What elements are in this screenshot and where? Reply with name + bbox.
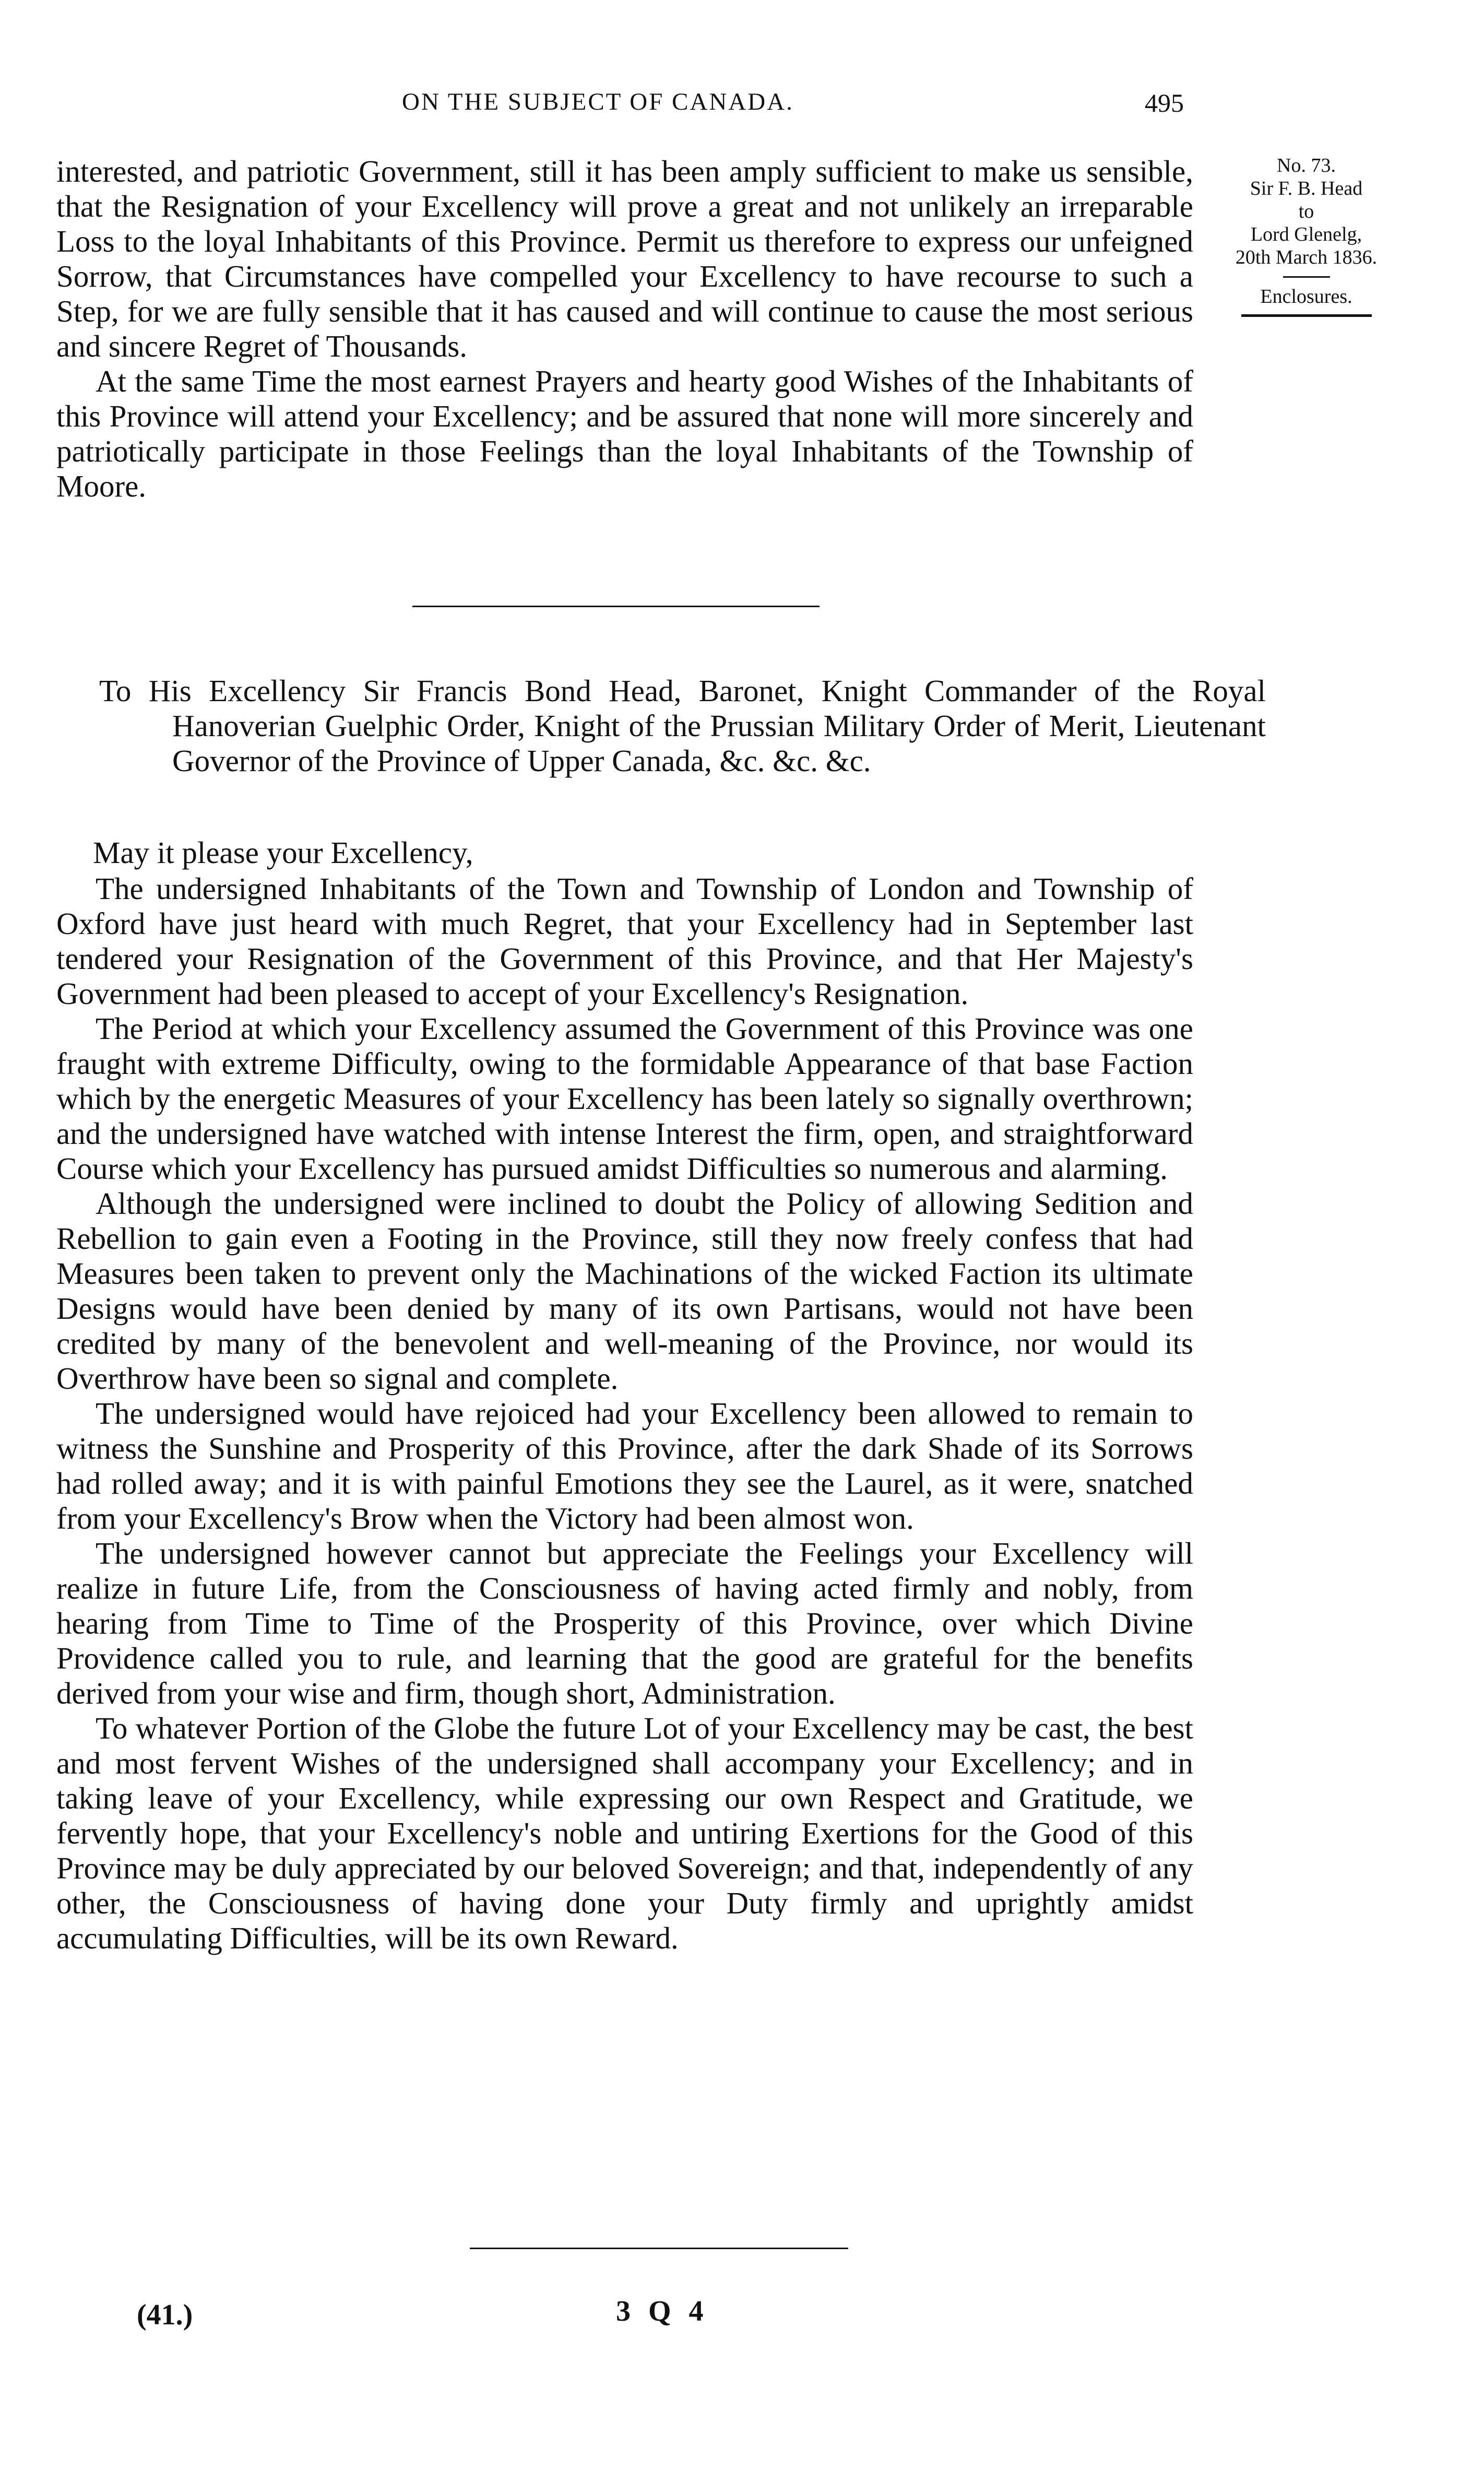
margin-note-date: 20th March 1836. (1235, 246, 1378, 268)
letter-paragraph: Although the undersigned were inclined to doubt the Policy of allowing Sedition and Rebellion to gain even a Footing in the Province, still they now freely confess that had Measures been taken to prevent only the Machinations of the wicked Faction its ultimate Designs would have been denied by many of its own Partisans, would not have been credited by many of the benevolent and well-meaning of the Province, nor would its Overthrow have been so signal and complete. (56, 1186, 1193, 1396)
page-header (0, 88, 1484, 124)
continued-letter (56, 154, 1193, 504)
footer-printer-mark: 3 Q 4 (616, 2295, 709, 2327)
margin-note-rule (1241, 314, 1372, 317)
margin-note-to: to (1298, 200, 1314, 222)
letter-salutation: May it please your Excellency, (93, 835, 473, 870)
end-divider (470, 2248, 848, 2249)
letter-address: To His Excellency Sir Francis Bond Head, Baronet, Knight Commander of the Royal Hanoverian Guelphic Order, Knight of the Prussian Military Order of Merit, Lieutenant Governor of the Province of Upper Canada, &c. &c. &c. (99, 673, 1266, 778)
letter-paragraph: The undersigned however cannot but appreciate the Feelings your Excellency will realize in future Life, from the Consciousness of having acted firmly and nobly, from hearing from Time to Time of the Prosperity of this Province, over which Divine Providence called you to rule, and learning that the good are grateful for the benefits derived from your wise and firm, though short, Administration. (56, 1536, 1193, 1710)
address-letter (56, 835, 1193, 1956)
running-title: ON THE SUBJECT OF CANADA. (402, 88, 794, 115)
letter-paragraph: The undersigned would have rejoiced had your Excellency been allowed to remain to witness the Sunshine and Prosperity of this Province, after the dark Shade of its Sorrows had rolled away; and it is with painful Emotions they see the Laurel, as it were, snatched from your Excellency's Brow when the Victory had been almost won. (56, 1396, 1193, 1535)
margin-note-dash (1283, 276, 1330, 278)
section-divider (412, 606, 820, 607)
paragraph-continued: interested, and patriotic Government, still it has been amply sufficient to make us sensible, that the Resignation of your Excellency will prove a great and not unlikely an irreparable Loss to the loyal Inhabitants of this Province. Permit us therefore to express our unfeigned Sorrow, that Circumstances have compelled your Excellency to have recourse to such a Step, for we are fully sensible that it has caused and will continue to cause the most serious and sincere Regret of Thousands. (56, 154, 1193, 363)
margin-note-sender: Sir F. B. Head (1250, 178, 1363, 199)
margin-note-recipient: Lord Glenelg, (1250, 223, 1362, 245)
margin-note (1216, 154, 1396, 317)
page-number: 495 (1145, 88, 1184, 117)
letter-paragraph: The Period at which your Excellency assumed the Government of this Province was one fraught with extreme Difficulty, owing to the formidable Appearance of that base Faction which by the energetic Measures of your Excellency has been lately so signally overthrown; and the undersigned have watched with intense Interest the firm, open, and straightforward Course which your Excellency has pursued amidst Difficulties so numerous and alarming. (56, 1011, 1193, 1186)
letter-paragraph: To whatever Portion of the Globe the future Lot of your Excellency may be cast, the best and most fervent Wishes of the undersigned shall accompany your Excellency; and in taking leave of your Excellency, while expressing our own Respect and Gratitude, we fervently hope, that your Excellency's noble and untiring Exertions for the Good of this Province may be duly appreciated by our beloved Sovereign; and that, independently of any other, the Consciousness of having done your Duty firmly and uprightly amidst accumulating Difficulties, will be its own Reward. (56, 1711, 1193, 1955)
footer-signature: (41.) (137, 2299, 193, 2331)
paragraph-closing: At the same Time the most earnest Prayers and hearty good Wishes of the Inhabitants of this Province will attend your Excellency; and be assured that none will more sincerely and patriotically participate in those Feelings than the loyal Inhabitants of the Township of Moore. (56, 364, 1193, 503)
letter-paragraph: The undersigned Inhabitants of the Town and Township of London and Township of Oxford have just heard with much Regret, that your Excellency had in September last tendered your Resignation of the Government of this Province, and that Her Majesty's Government had been pleased to accept of your Excellency's Resignation. (56, 871, 1193, 1011)
margin-note-number: No. 73. (1277, 155, 1336, 176)
margin-note-enclosures: Enclosures. (1260, 286, 1352, 308)
